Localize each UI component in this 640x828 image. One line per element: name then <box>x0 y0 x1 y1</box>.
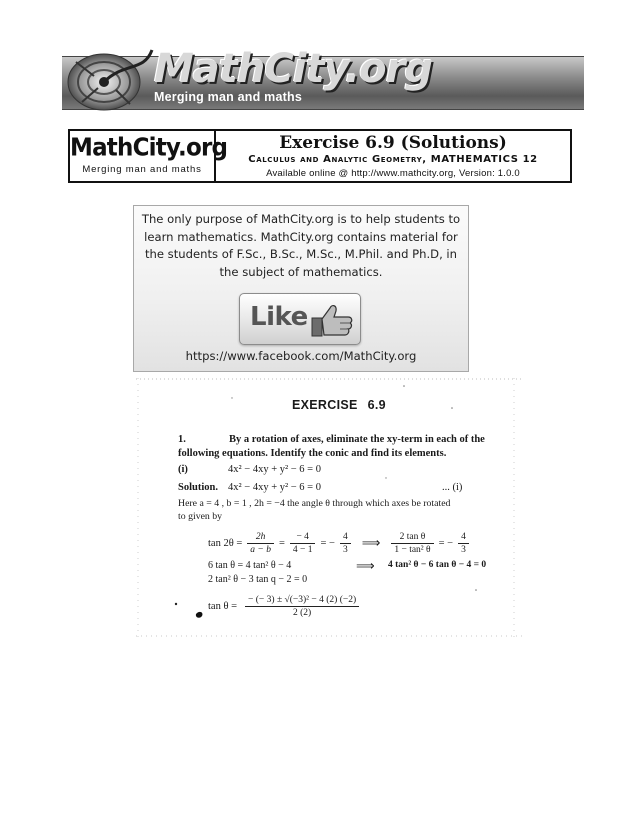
tan-2theta-row <box>208 528 469 558</box>
online-source[interactable]: Available online @ http://www.mathcity.org, Version: 1.0.0 <box>266 168 520 179</box>
question-number: 1. <box>178 434 186 445</box>
part-label: (i) <box>178 464 188 475</box>
given-by-line: to given by <box>178 511 223 522</box>
promo-box <box>133 205 469 372</box>
part-equation: 4x² − 4xy + y² − 6 = 0 <box>228 464 321 475</box>
exercise-heading-word: EXERCISE <box>292 398 358 412</box>
tan-theta-lhs: tan θ = <box>208 600 238 612</box>
promo-text: The only purpose of MathCity.org is to help students to learn mathematics. MathCity.org contains material for the students of F.Sc., B.Sc., M.Sc., M.Phil. and Ph.D, in the subject of mathematics. <box>141 212 461 279</box>
fraction-2h-den: a − b <box>250 544 271 555</box>
fraction-4-3-den: 3 <box>342 544 348 555</box>
page-subtitle: Calculus and Analytic Geometry, MATHEMATICS 12 <box>248 154 538 165</box>
like-label: Like <box>250 302 308 332</box>
quadratic-numerator: − (− 3) ± √(−3)² − 4 (2) (−2) <box>245 594 359 607</box>
exercise-heading <box>292 398 386 412</box>
six-tan-rhs: 4 tan² θ − 6 tan θ − 4 = 0 <box>388 560 487 570</box>
equals-minus: = − <box>320 537 335 549</box>
fraction-4-3-rhs-num: 4 <box>458 531 469 544</box>
document-header <box>68 129 572 183</box>
header-brand-tagline: Merging man and maths <box>82 164 202 175</box>
fraction-2h <box>247 531 274 556</box>
header-title-cell <box>216 131 570 181</box>
here-line: Here a = 4 , b = 1 , 2h = −4 the angle θ through which axes be rotated <box>178 498 451 509</box>
facebook-url[interactable]: https://www.facebook.com/MathCity.org <box>185 349 417 363</box>
quadratic-fraction <box>245 594 359 619</box>
fraction-minus4 <box>290 531 316 556</box>
fraction-2h-num: 2h <box>247 531 274 544</box>
quadratic-denominator: 2 (2) <box>292 607 312 618</box>
equation-label: ... (i) <box>442 482 463 493</box>
six-tan-line: 6 tan θ = 4 tan² θ − 4 <box>208 560 292 571</box>
question-text-line-1: By a rotation of axes, eliminate the xy-term in each of the <box>229 434 485 445</box>
equals-sign: = <box>278 537 285 549</box>
quadratic-row <box>208 592 359 620</box>
fraction-tan-identity-den: 1 − tan² θ <box>394 544 431 555</box>
rhs-equals-minus: = − <box>438 537 454 549</box>
solution-label: Solution. <box>178 482 218 493</box>
implies-arrow-2: ⟹ <box>356 558 375 573</box>
header-brand-cell <box>70 131 228 181</box>
fraction-4-3-rhs <box>458 531 469 556</box>
banner-title: MathCity.org <box>154 46 433 92</box>
mathcity-banner <box>62 42 584 112</box>
fraction-minus4-num: − 4 <box>290 531 316 544</box>
page-title: Exercise 6.9 (Solutions) <box>279 133 507 153</box>
facebook-like-button[interactable] <box>239 293 361 345</box>
solution-equation: 4x² − 4xy + y² − 6 = 0 <box>228 482 321 493</box>
header-brand: MathCity.org <box>70 133 228 163</box>
thumbs-up-icon <box>310 302 354 338</box>
spiral-logo-icon <box>64 42 156 114</box>
fraction-tan-identity-num: 2 tan θ <box>391 531 433 544</box>
fraction-minus4-den: 4 − 1 <box>292 544 313 555</box>
fraction-4-3-num: 4 <box>340 531 351 544</box>
implies-arrow: ⟹ <box>361 535 381 550</box>
banner-tagline: Merging man and maths <box>154 90 302 104</box>
fraction-4-3-rhs-den: 3 <box>461 544 466 555</box>
fraction-tan-identity <box>391 531 433 556</box>
question-text-line-2: following equations. Identify the conic and find its elements. <box>178 448 447 459</box>
exercise-heading-number: 6.9 <box>367 398 386 412</box>
scanned-exercise <box>136 378 522 642</box>
fraction-4-3 <box>340 531 351 556</box>
two-tan-line: 2 tan² θ − 3 tan q − 2 = 0 <box>208 574 308 585</box>
tan-2theta-lhs: tan 2θ = <box>208 537 243 549</box>
